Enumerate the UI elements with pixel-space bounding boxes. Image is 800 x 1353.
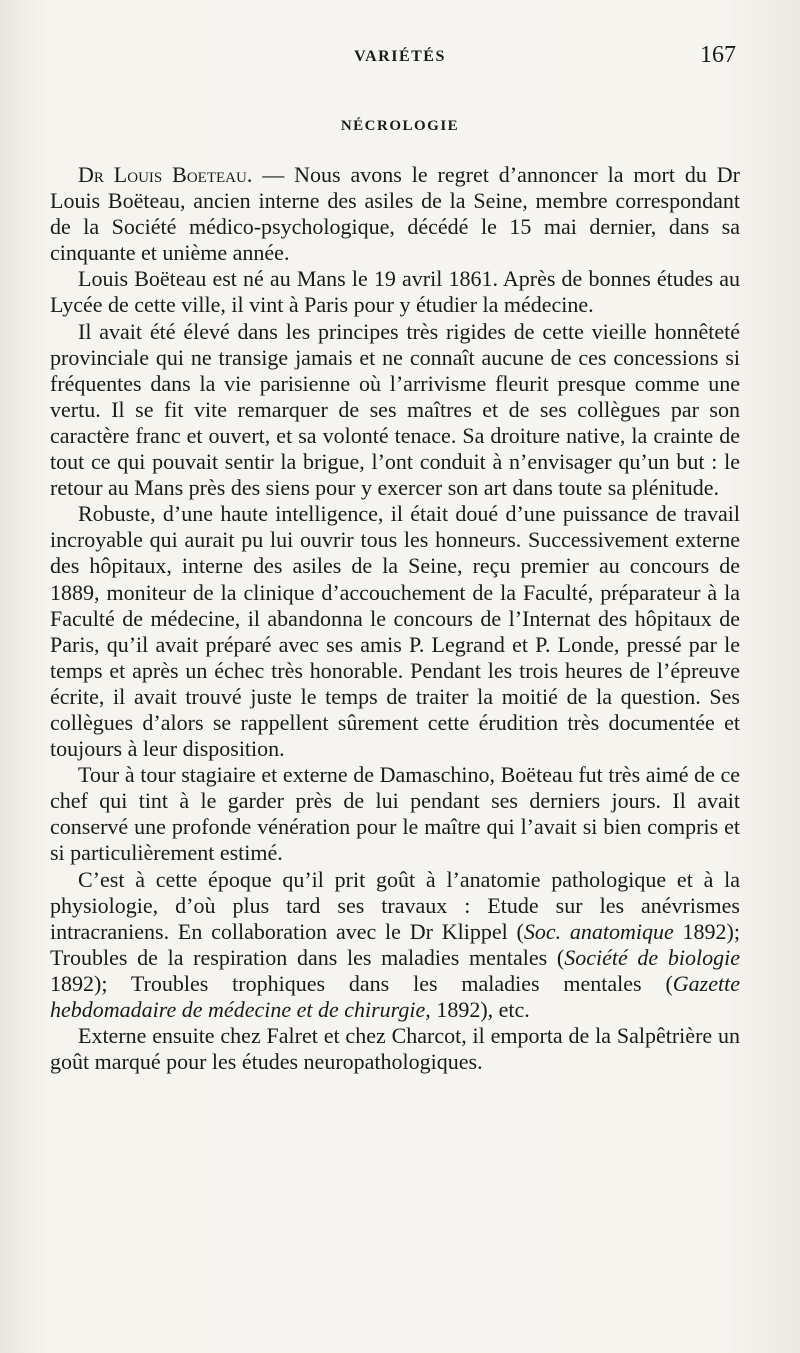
citation-societe-biologie: Société de biologie xyxy=(564,944,740,970)
running-title: VARIÉTÉS xyxy=(354,48,446,65)
citation-gazette-hebdomadaire: Gazette hebdomadaire de médecine et de chirurgie, xyxy=(50,970,740,1022)
paragraph-3: Il avait été élevé dans les principes très rigides de cette vieille honnêteté provinciale qui ne transige jamais et ne connaît aucune de ces concessions si fréquentes dans la vie parisienne où l’arrivisme fleurit presque comme une vertu. Il se fit vite remarquer de ses maîtres et de ses collègues par son caractère franc et ouvert, et sa volonté tenace. Sa droiture native, la crainte de tout ce qui pouvait sentir la brigue, l’ont conduit à n’envisager qu’un but : le retour au Mans près des siens pour y exercer son art dans toute sa plénitude. xyxy=(50,318,740,501)
article-body xyxy=(50,162,740,1075)
paragraph-1-text: — Nous avons le regret d’annoncer la mort du Dr Louis Boëteau, ancien interne des asiles de la Seine, membre correspondant de la Société médico-psychologique, décédé le 15 mai dernier, dans sa cinquante et unième année. xyxy=(50,162,740,266)
paragraph-5: Tour à tour stagiaire et externe de Damaschino, Boëteau fut très aimé de ce chef qui tint à le garder près de lui pendant ses derniers jours. Il avait conservé une profonde vénération pour le maître qui l’avait si bien compris et si particulièrement estimé. xyxy=(50,762,740,866)
paragraph-7: Externe ensuite chez Falret et chez Charcot, il emporta de la Salpêtrière un goût marqué pour les études neuropathologiques. xyxy=(50,1023,740,1075)
paragraph-6-text-3: 1892); Troubles trophiques dans les maladies mentales ( xyxy=(50,970,673,996)
paragraph-6-text-4: 1892), etc. xyxy=(430,997,530,1022)
paragraph-6-text-1: C’est à cette époque qu’il prit goût à l’anatomie pathologique et à la physiologie, d’où plus tard ses travaux : Etude sur les anévrismes intracraniens. En collaboration avec le Dr Klippel ( xyxy=(50,866,740,944)
paragraph-6 xyxy=(50,867,740,1024)
paragraph-6-text-2: 1892); Troubles de la respiration dans les maladies mentales ( xyxy=(50,918,740,970)
paragraph-2: Louis Boëteau est né au Mans le 19 avril 1861. Après de bonnes études au Lycée de cette ville, il vint à Paris pour y étudier la médecine. xyxy=(50,266,740,318)
citation-soc-anatomique: Soc. anatomique xyxy=(523,918,674,944)
section-title: NÉCROLOGIE xyxy=(340,118,460,134)
page-number: 167 xyxy=(700,42,736,68)
paragraph-4: Robuste, d’une haute intelligence, il était doué d’une puissance de travail incroyable qui aurait pu lui ouvrir tous les honneurs. Successivement externe des hôpitaux, interne des asiles de la Seine, reçu premier au concours de 1889, moniteur de la clinique d’accouchement de la Faculté, préparateur à la Faculté de médecine, il abandonna le concours de l’Internat des hôpitaux de Paris, qu’il avait préparé avec ses amis P. Legrand et P. Londe, pressé par le temps et après un échec très honorable. Pendant les trois heures de l’épreuve écrite, il avait trouvé juste le temps de traiter la moitié de la question. Ses collègues d’alors se rappellent sûrement cette érudition très documentée et toujours à leur disposition. xyxy=(50,501,740,762)
obituary-lead-name: Dr Louis Boeteau. xyxy=(78,162,253,187)
running-header xyxy=(0,42,800,76)
paragraph-1 xyxy=(50,162,740,266)
